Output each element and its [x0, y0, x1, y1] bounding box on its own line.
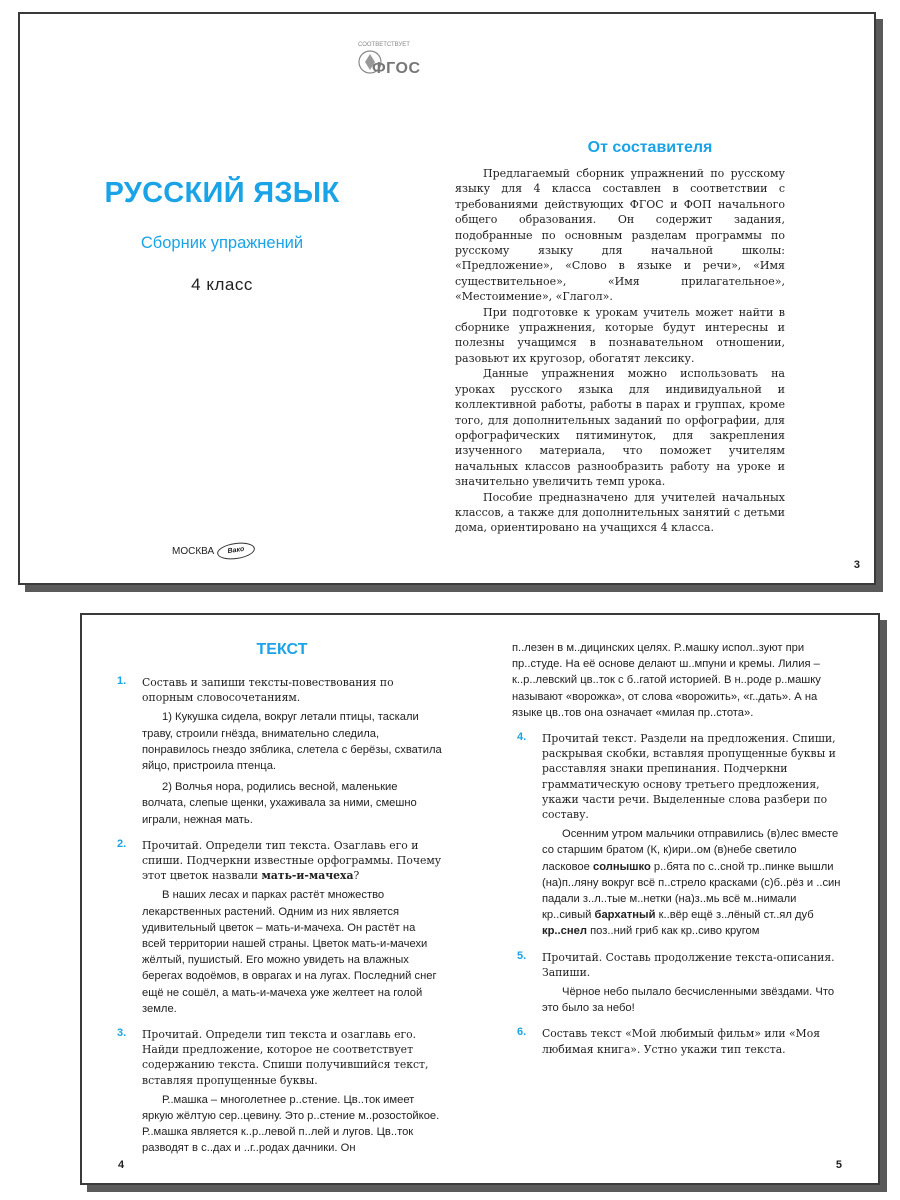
section-heading: ТЕКСТ — [256, 641, 308, 658]
left-column — [112, 675, 442, 1167]
fgos-label: ФГОС — [372, 60, 421, 77]
publisher-city: МОСКВА — [172, 545, 215, 557]
exercise-3-continued: п..лезен в м..дицинских целях. Р..машку испол..зуют при пр..студе. На её основе делают ш..мпуни и кремы. Лилия – к..р..левский цв..ток с б..гатой историей. В н..роде р..машку называют «ворожка», от слова «ворожить», «г..дать». А на языке цв..тов она означает «милая пр..стота». — [512, 642, 821, 719]
bold-word: кр..снел — [542, 925, 587, 938]
text-part: р..бята по с..сной тр..пинке вышли (на)п..ляну вокруг всё п..стрело красками (с)б..рёз и ..син падали з..л..тые м..нетки (на)з..мь всё м..нимали кр..сивый — [542, 860, 841, 922]
fgos-logo — [354, 40, 421, 88]
exercise-5 — [512, 950, 847, 1017]
preface-paragraph: Пособие предназначено для учителей начальных классов, а также для дополнительных занятий с детьми дома, ориентировано на учащихся 4 класса. — [455, 490, 785, 535]
preface-paragraph: Предлагаемый сборник упражнений по русскому языку для 4 класса составлен в соответствии с требованиями действующих ФГОС и ФОП начального общего образования. Он содержит задания, подобранные по основным разделам программы по русскому языку для начальной школы: «Предложение», «Слово в языке и речи», «Имя существительное», «Имя прилагательное», «Местоимение», «Глагол». — [455, 167, 785, 304]
exercise-2 — [112, 838, 442, 1017]
exercise-task: Прочитай текст. Раздели на предложения. Спиши, раскрывая скобки, вставляя пропущенные буквы и расставляя знаки препинания. Подчеркни грамматическую основу третьего предложения, укажи части речи. Выделенные слова разбери по составу. — [542, 732, 836, 822]
task-text: ? — [353, 869, 360, 883]
exercise-number: 5. — [517, 949, 527, 962]
page-number-left: 4 — [118, 1159, 125, 1171]
bold-word: бархатный — [594, 909, 656, 922]
exercise-text: Чёрное небо пылало бесчисленными звёздами. Что это было за небо! — [542, 986, 835, 1015]
book-grade: 4 класс — [191, 275, 253, 294]
exercise-task: Составь текст «Мой любимый фильм» или «Моя любимая книга». Устно укажи тип текста. — [542, 1027, 821, 1056]
bold-word: солнышко — [592, 860, 651, 873]
exercise-1 — [112, 675, 442, 828]
exercise-text: Р..машка – многолетнее р..стение. Цв..ток имеет яркую жёлтую сер..цевину. Это р..стение м..розостойкое. Р..машка является к..р..левой п..лей и лугов. Цв..ток разводят в с..дах и ..г..родах дачники. Он — [142, 1093, 440, 1155]
exercise-number: 4. — [517, 731, 527, 744]
right-column — [512, 640, 847, 1067]
exercise-text: 2) Волчья нора, родились весной, маленькие волчата, слепые щенки, ухаживала за ними, смешно играли, нежная мать. — [142, 781, 417, 826]
book-page-3 — [18, 12, 876, 585]
exercise-task: Прочитай. Определи тип текста и озаглавь его. Найди предложение, которое не соответствует содержанию текста. Спиши получившийся текст, вставляя пропущенные буквы. — [142, 1028, 429, 1087]
task-text: Прочитай. Определи тип текста. Озаглавь его и спиши. Подчеркни известные орфограммы. Почему этот цветок назвали — [142, 838, 442, 883]
exercise-task — [142, 838, 442, 884]
exercise-number: 1. — [117, 675, 127, 687]
publisher-logo: Вако — [216, 540, 256, 561]
exercise-4 — [512, 731, 847, 940]
exercise-text — [542, 826, 847, 939]
book-spread-4-5 — [80, 613, 880, 1185]
page-number-right: 5 — [835, 1159, 842, 1171]
task-bold-word: мать-и-мачеха — [261, 869, 354, 883]
page-number: 3 — [853, 559, 860, 571]
text-part: Осенним утром мальчики отправились (в)лес вместе со старшим братом (К, к)ири..ом (в)небе светило ласковое — [542, 828, 839, 873]
preface-paragraph: Данные упражнения можно использовать на уроках русского языка для индивидуальной и коллективной работы, работы в парах и группах, кроме того, для дополнительных заданий по орфографии, для орфографических пятиминуток, для закрепления изученного материала, что поможет учителям начальных классов разнообразить работу на уроке и значительно увеличить темп урока. — [455, 367, 785, 489]
text-part: поз..ний гриб как кр..сиво кругом — [586, 925, 760, 938]
book-subtitle: Сборник упражнений — [140, 234, 304, 252]
publisher — [172, 543, 255, 559]
exercise-6 — [512, 1026, 847, 1056]
exercise-3 — [112, 1027, 442, 1157]
exercise-number: 2. — [117, 837, 127, 850]
exercise-number: 6. — [517, 1026, 527, 1039]
exercise-task: Составь и запиши тексты-повествования по опорным словосочетаниям. — [142, 676, 394, 705]
exercise-number: 3. — [117, 1027, 127, 1040]
fgos-arc-text: СООТВЕТСТВУЕТ — [358, 42, 410, 48]
section-heading: От составителя — [587, 139, 713, 156]
preface-paragraph: При подготовке к урокам учитель может найти в сборнике упражнения, которые будут интересны и полезны учащимся в познавательном отношении, разовьют их кругозор, обогатят лексику. — [455, 305, 785, 365]
text-part: к..вёр ещё з..лёный ст..ял дуб — [655, 909, 814, 922]
book-title: РУССКИЙ ЯЗЫК — [104, 177, 340, 209]
exercise-task: Прочитай. Составь продолжение текста-описания. Запиши. — [542, 950, 835, 979]
exercise-text: В наших лесах и парках растёт множество лекарственных растений. Одним из них является удивительный цветок – мать-и-мачеха. Он растёт на всей территории нашей страны. Цветок мать-и-мачехи жёлтый, пушистый. Его можно увидеть на влажных берегах водоёмов, в оврагах и на лугах. Последний снег ещё не сошёл, а мать-и-мачеха уже желтеет на голой земле. — [142, 889, 437, 1015]
exercise-text: 1) Кукушка сидела, вокруг летали птицы, таскали траву, строили гнёзда, внимательно следила, понравилось гнездо зяблика, слетела с берёзы, схватила яйцо, пристроила птенца. — [142, 711, 442, 773]
preface-body — [455, 166, 785, 536]
